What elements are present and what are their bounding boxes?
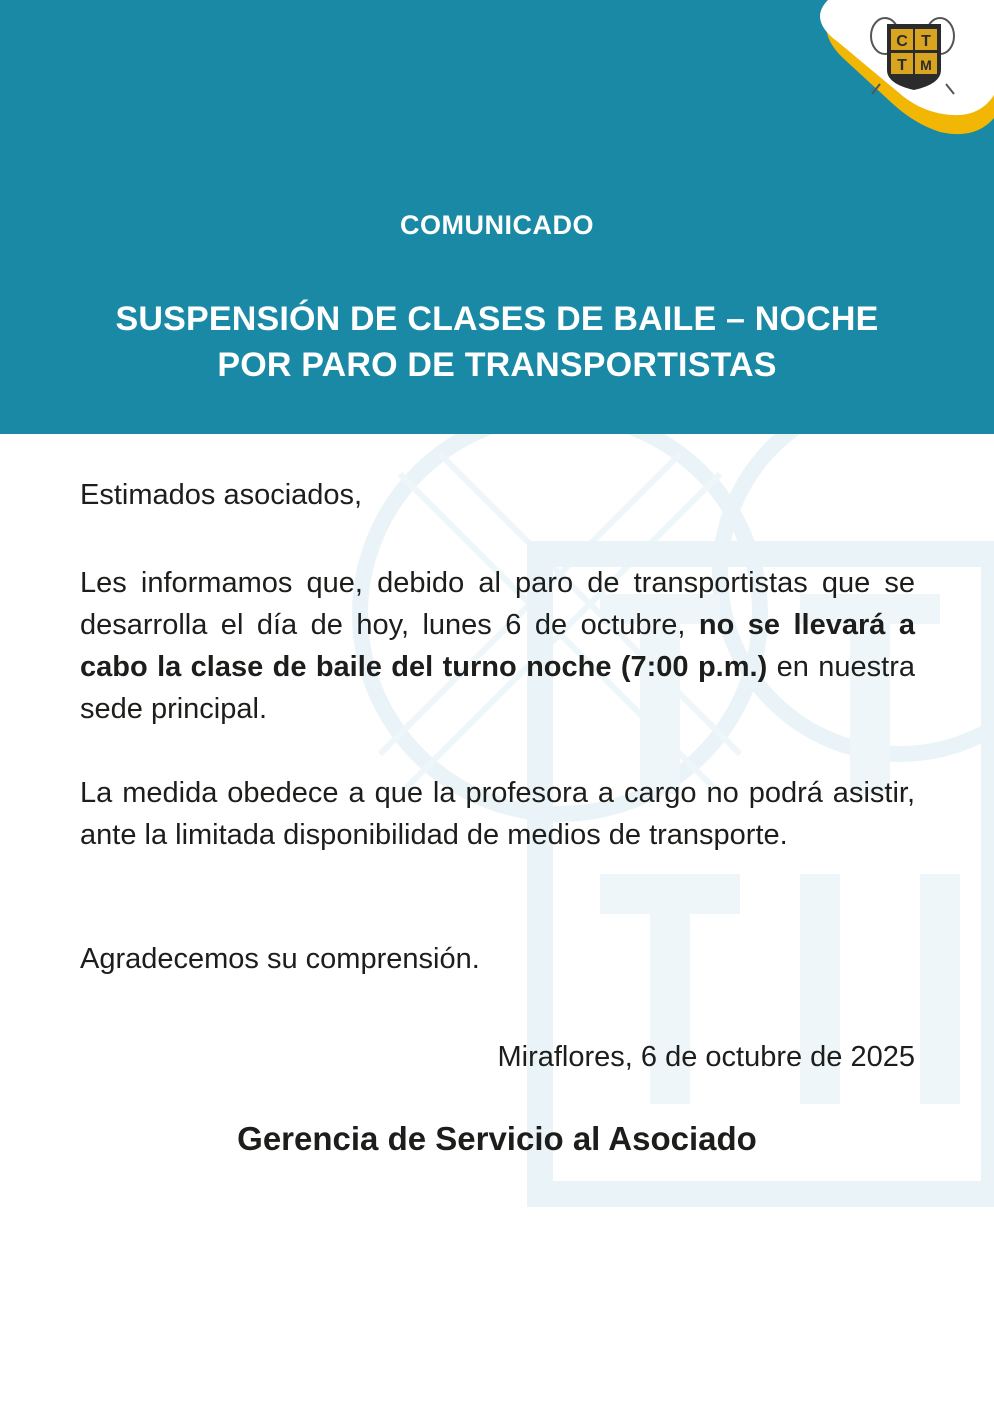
kicker-label: COMUNICADO — [400, 210, 594, 240]
announcement-text: Les informamos que, debido al paro de transportistas que se desarrolla el día de hoy, lunes 6 de octubre, — [80, 567, 915, 641]
title-line-1: SUSPENSIÓN DE CLASES DE BAILE – NOCHE — [115, 300, 879, 338]
announcement-text-end: en nuestra sede principal. — [80, 651, 915, 725]
title-line-2: POR PARO DE TRANSPORTISTAS — [217, 346, 777, 384]
header-banner — [0, 0, 994, 434]
page-title — [60, 296, 934, 388]
paragraph-announcement — [80, 562, 915, 730]
logo-letter: M — [920, 57, 932, 73]
announcement-emphasis: no se llevará a cabo la clase de baile del turno noche (7:00 p.m.) — [80, 609, 915, 683]
logo-corner — [0, 0, 994, 140]
logo-letter: T — [921, 33, 931, 50]
logo-letter: C — [896, 33, 908, 50]
paragraph-reason: La medida obedece a que la profesora a cargo no podrá asistir, ante la limitada disponibilidad de medios de transporte. — [80, 777, 915, 851]
signature: Gerencia de Servicio al Asociado — [237, 1120, 757, 1157]
place-date: Miraflores, 6 de octubre de 2025 — [497, 1041, 915, 1073]
greeting: Estimados asociados, — [80, 479, 363, 511]
logo-letter: T — [897, 57, 907, 74]
paragraph-thanks: Agradecemos su comprensión. — [80, 943, 480, 975]
